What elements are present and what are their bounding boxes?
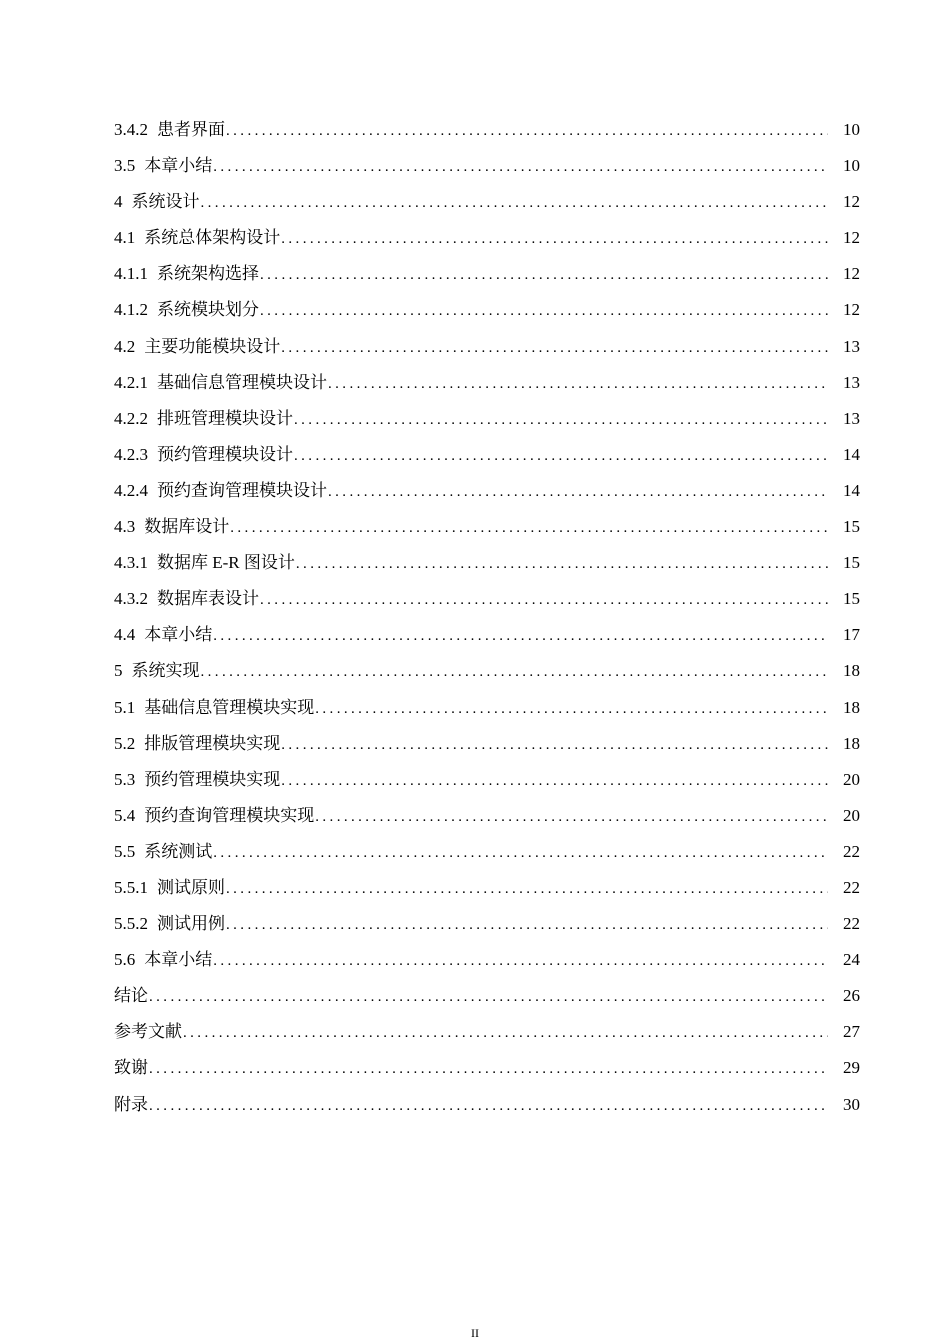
toc-entry-number: 4.1.2 xyxy=(114,300,148,320)
toc-entry[interactable] xyxy=(114,509,860,545)
toc-entry-title xyxy=(114,401,293,437)
toc-entry-text: 基础信息管理模块实现 xyxy=(144,697,315,717)
toc-entry[interactable] xyxy=(114,329,860,365)
toc-entry-title xyxy=(114,473,327,509)
dot-leader xyxy=(226,907,828,943)
toc-entry-title xyxy=(114,978,148,1014)
toc-entry-page: 12 xyxy=(843,264,860,284)
dot-leader xyxy=(315,691,828,727)
toc-entry-number: 4.1.1 xyxy=(114,264,148,284)
dot-leader xyxy=(149,1051,828,1087)
toc-entry-text: 附录 xyxy=(114,1094,148,1114)
toc-entry-text: 排版管理模块实现 xyxy=(144,733,281,753)
toc-entry-title xyxy=(114,726,280,762)
page-number: II xyxy=(471,1326,479,1340)
toc-entry-number: 4 xyxy=(114,192,123,212)
toc-entry-title xyxy=(114,870,225,906)
toc-entry-page: 22 xyxy=(843,877,860,897)
toc-entry-text: 数据库设计 xyxy=(144,517,230,537)
toc-entry-title xyxy=(114,906,225,942)
toc-entry-page: 18 xyxy=(843,661,860,681)
toc-entry-text: 主要功能模块设计 xyxy=(144,336,281,356)
toc-entry-title xyxy=(114,798,314,834)
toc-entry[interactable] xyxy=(114,581,860,617)
toc-entry[interactable] xyxy=(114,545,860,581)
toc-entry-number: 5.6 xyxy=(114,950,136,970)
toc-entry-number: 4.2.3 xyxy=(114,444,148,464)
toc-entry-page: 18 xyxy=(843,733,860,753)
dot-leader xyxy=(260,293,828,329)
toc-entry-page: 13 xyxy=(843,372,860,392)
toc-entry-text: 参考文献 xyxy=(114,1022,182,1042)
toc-entry-title xyxy=(114,762,280,798)
toc-entry-text: 系统总体架构设计 xyxy=(144,228,281,248)
toc-entry-number: 4.2 xyxy=(114,336,136,356)
dot-leader xyxy=(201,654,829,690)
toc-entry-text: 致谢 xyxy=(114,1058,148,1078)
toc-entry-title xyxy=(114,329,280,365)
dot-leader xyxy=(213,835,828,871)
toc-entry-text: 系统实现 xyxy=(131,661,200,681)
toc-entry-text: 测试原则 xyxy=(157,877,225,897)
toc-entry-text: 本章小结 xyxy=(144,156,213,176)
toc-entry-title xyxy=(114,581,259,617)
toc-entry-page: 12 xyxy=(843,192,860,212)
dot-leader xyxy=(149,979,828,1015)
toc-entry-text: 系统设计 xyxy=(131,192,200,212)
toc-entry-text: 数据库 E-R 图设计 xyxy=(157,553,295,573)
toc-entry-title xyxy=(114,690,314,726)
toc-entry-number: 4.4 xyxy=(114,625,136,645)
toc-entry-number: 5.1 xyxy=(114,697,136,717)
toc-entry-number: 5.5.1 xyxy=(114,877,148,897)
toc-entry-page: 20 xyxy=(843,769,860,789)
toc-entry-page: 10 xyxy=(843,156,860,176)
toc-entry-text: 患者界面 xyxy=(157,120,225,139)
toc-entry-page: 30 xyxy=(843,1094,860,1114)
toc-entry-page: 20 xyxy=(843,805,860,825)
dot-leader xyxy=(328,366,828,402)
toc-entry-text: 本章小结 xyxy=(144,625,213,645)
toc-entry-title xyxy=(114,112,225,148)
toc-entry-page: 12 xyxy=(843,228,860,248)
toc-entry-page: 26 xyxy=(843,986,860,1006)
dot-leader xyxy=(281,727,828,763)
toc-entry-text: 排班管理模块设计 xyxy=(157,408,293,428)
toc-entry-page: 27 xyxy=(843,1022,860,1042)
toc-entry-page: 14 xyxy=(843,444,860,464)
toc-entry-number: 4.3.1 xyxy=(114,553,148,573)
dot-leader xyxy=(201,185,829,221)
toc-entry[interactable] xyxy=(114,292,860,328)
toc-entry[interactable] xyxy=(114,148,860,184)
dot-leader xyxy=(230,510,828,546)
toc-entry[interactable] xyxy=(114,1087,860,1123)
toc-entry[interactable] xyxy=(114,401,860,437)
toc-entry-text: 系统架构选择 xyxy=(157,264,259,284)
toc-entry-title xyxy=(114,834,212,870)
toc-entry-text: 本章小结 xyxy=(144,950,213,970)
toc-entry[interactable] xyxy=(114,437,860,473)
toc-entry[interactable] xyxy=(114,762,860,798)
toc-entry-page: 13 xyxy=(843,336,860,356)
toc-entry-title xyxy=(114,292,259,328)
toc-entry[interactable] xyxy=(114,112,860,148)
toc-entry-page: 15 xyxy=(843,589,860,609)
toc-entry-number: 5.2 xyxy=(114,733,136,753)
toc-entry[interactable] xyxy=(114,617,860,653)
dot-leader xyxy=(183,1015,828,1051)
toc-entry-number: 3.4.2 xyxy=(114,120,148,139)
dot-leader xyxy=(260,582,828,618)
toc-entry-title xyxy=(114,617,212,653)
toc-entry[interactable] xyxy=(114,870,860,906)
toc-entry-page: 24 xyxy=(843,950,860,970)
toc-entry-number: 5.4 xyxy=(114,805,136,825)
dot-leader xyxy=(213,149,828,185)
toc-entry-number: 4.2.4 xyxy=(114,480,148,500)
toc-entry[interactable] xyxy=(114,1014,860,1050)
toc-entry-number: 4.1 xyxy=(114,228,136,248)
toc-entry-title xyxy=(114,509,229,545)
toc-entry[interactable] xyxy=(114,726,860,762)
toc-entry-page: 15 xyxy=(843,553,860,573)
toc-entry[interactable] xyxy=(114,220,860,256)
toc-entry-number: 4.3.2 xyxy=(114,589,148,609)
toc-entry-page: 22 xyxy=(843,841,860,861)
toc-entry-page: 22 xyxy=(843,914,860,934)
toc-entry-page: 13 xyxy=(843,408,860,428)
dot-leader xyxy=(281,221,828,257)
dot-leader xyxy=(226,113,828,149)
toc-entry-page: 17 xyxy=(843,625,860,645)
toc-entry-text: 基础信息管理模块设计 xyxy=(157,372,327,392)
toc-entry-number: 4.2.1 xyxy=(114,372,148,392)
toc-entry-number: 3.5 xyxy=(114,156,136,176)
toc-entry[interactable] xyxy=(114,690,860,726)
toc-entry[interactable] xyxy=(114,365,860,401)
dot-leader xyxy=(213,943,828,979)
toc-entry[interactable] xyxy=(114,653,860,689)
toc-entry-page: 29 xyxy=(843,1058,860,1078)
dot-leader xyxy=(296,546,828,582)
toc-entry-text: 预约查询管理模块实现 xyxy=(144,805,315,825)
toc-entry-text: 预约管理模块实现 xyxy=(144,769,281,789)
dot-leader xyxy=(294,438,828,474)
toc-entry-title xyxy=(114,1050,148,1086)
toc-entry-text: 系统模块划分 xyxy=(157,300,259,320)
toc-entry-page: 14 xyxy=(843,480,860,500)
toc-entry[interactable] xyxy=(114,184,860,220)
toc-entry[interactable] xyxy=(114,942,860,978)
toc-entry-page: 15 xyxy=(843,517,860,537)
toc-entry-text: 结论 xyxy=(114,986,148,1006)
toc-entry-title xyxy=(114,1014,182,1050)
dot-leader xyxy=(281,763,828,799)
toc-entry-title xyxy=(114,220,280,256)
table-of-contents xyxy=(114,112,860,1123)
toc-entry-number: 5.5.2 xyxy=(114,914,148,934)
dot-leader xyxy=(281,330,828,366)
toc-entry-number: 4.2.2 xyxy=(114,408,148,428)
dot-leader xyxy=(328,474,828,510)
toc-entry-text: 系统测试 xyxy=(144,841,213,861)
dot-leader xyxy=(226,871,828,907)
toc-entry-title xyxy=(114,365,327,401)
toc-entry-page: 18 xyxy=(843,697,860,717)
toc-entry[interactable] xyxy=(114,834,860,870)
toc-entry-text: 预约查询管理模块设计 xyxy=(157,480,327,500)
toc-entry-title xyxy=(114,545,295,581)
dot-leader xyxy=(294,402,828,438)
dot-leader xyxy=(149,1088,828,1124)
dot-leader xyxy=(260,257,828,293)
toc-entry-title xyxy=(114,1087,148,1123)
toc-entry[interactable] xyxy=(114,798,860,834)
toc-entry[interactable] xyxy=(114,256,860,292)
toc-entry-title xyxy=(114,942,212,978)
toc-entry-number: 5.5 xyxy=(114,841,136,861)
toc-entry-number: 4.3 xyxy=(114,517,136,537)
toc-entry-title xyxy=(114,148,212,184)
toc-entry-text: 预约管理模块设计 xyxy=(157,444,293,464)
toc-entry-title xyxy=(114,184,200,220)
toc-entry[interactable] xyxy=(114,906,860,942)
toc-entry[interactable] xyxy=(114,1050,860,1086)
toc-entry[interactable] xyxy=(114,473,860,509)
toc-entry-text: 数据库表设计 xyxy=(157,589,259,609)
toc-entry[interactable] xyxy=(114,978,860,1014)
toc-entry-number: 5.3 xyxy=(114,769,136,789)
toc-entry-number: 5 xyxy=(114,661,123,681)
dot-leader xyxy=(213,618,828,654)
toc-entry-page: 12 xyxy=(843,300,860,320)
toc-entry-page: 10 xyxy=(843,120,860,139)
toc-entry-text: 测试用例 xyxy=(157,914,225,934)
toc-entry-title xyxy=(114,653,200,689)
dot-leader xyxy=(315,799,828,835)
toc-entry-title xyxy=(114,437,293,473)
toc-entry-title xyxy=(114,256,259,292)
